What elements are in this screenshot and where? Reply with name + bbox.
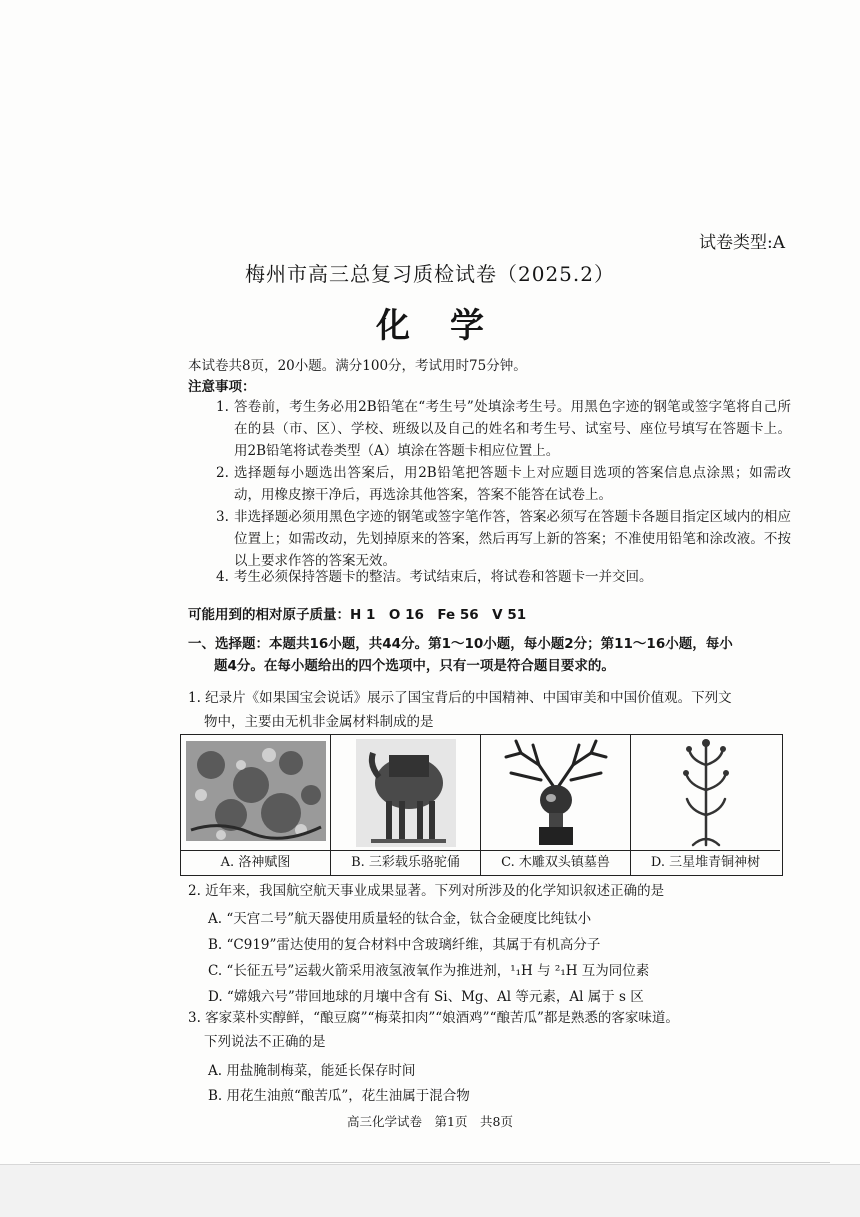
- subject-title: 化学: [376, 306, 524, 346]
- notes-heading: 注意事项：: [188, 379, 256, 395]
- exam-intro: 本试卷共8页，20小题。满分100分，考试用时75分钟。: [188, 358, 527, 374]
- paper-type-label: 试卷类型:A: [698, 233, 785, 253]
- question-1-stem: [188, 686, 788, 734]
- section-line: 一、选择题：本题共16小题，共44分。第1～10小题，每小题2分；第11～16小题，每小: [188, 636, 733, 652]
- atomic-masses: 可能用到的相对原子质量：H 1 O 16 Fe 56 V 51: [188, 607, 527, 623]
- note-number: 2.: [216, 465, 229, 481]
- note-item: [216, 462, 791, 506]
- artifact-cell: [481, 735, 631, 875]
- question-line: 物中，主要由无机非金属材料制成的是: [204, 714, 434, 730]
- note-text: 非选择题必须用黑色字迹的钢笔或签字笔作答，答案必须写在答题卡各题目指定区域内的相应位置上；如需改动，先划掉原来的答案，然后再写上新的答案；不准使用铅笔和涂改液。不按以上要求作答的答案无效。: [234, 509, 791, 569]
- note-item: [216, 506, 791, 572]
- question-line: 3. 客家菜朴实醇鲜，“酿豆腐”“梅菜扣肉”“娘酒鸡”“酿苦瓜”都是熟悉的客家味道。: [188, 1010, 679, 1026]
- question-line: 下列说法不正确的是: [204, 1034, 326, 1050]
- camel-figurine-image: [331, 735, 480, 851]
- note-number: 4.: [216, 569, 229, 585]
- note-item: [216, 566, 791, 588]
- artifact-cell: [631, 735, 780, 875]
- artifact-figure-table: [180, 734, 783, 876]
- question-2-option-b: B. “C919”雷达使用的复合材料中含玻璃纤维，其属于有机高分子: [208, 937, 601, 953]
- tomb-beast-image: [481, 735, 630, 851]
- question-2-option-a: A. “天宫二号”航天器使用质量轻的钛合金，钛合金硬度比纯钛小: [208, 911, 592, 927]
- question-line: 1. 纪录片《如果国宝会说话》展示了国宝背后的中国精神、中国审美和中国价值观。下列文: [188, 690, 732, 706]
- page-footer: 高三化学试卷 第1页 共8页: [347, 1114, 513, 1129]
- note-text: 答卷前，考生务必用2B铅笔在“考生号”处填涂考生号。用黑色字迹的钢笔或签字笔将自己所在的县（市、区）、学校、班级以及自己的姓名和考生号、试室号、座位号填写在答题卡上。用2B铅笔将试卷类型（A）填涂在答题卡相应位置上。: [234, 399, 791, 459]
- note-text: 考生必须保持答题卡的整洁。考试结束后，将试卷和答题卡一并交回。: [234, 569, 653, 585]
- note-number: 1.: [216, 399, 229, 415]
- note-text: 选择题每小题选出答案后，用2B铅笔把答题卡上对应题目选项的答案信息点涂黑；如需改动，用橡皮擦干净后，再选涂其他答案，答案不能答在试卷上。: [234, 465, 791, 503]
- section-one-heading: [188, 633, 793, 677]
- question-2-stem: 2. 近年来，我国航空航天事业成果显著。下列对所涉及的化学知识叙述正确的是: [188, 883, 665, 899]
- bronze-tree-image: [631, 735, 780, 851]
- question-2-option-c: C. “长征五号”运载火箭采用液氢液氧作为推进剂，¹₁H 与 ²₁H 互为同位素: [208, 963, 650, 979]
- note-item: [216, 396, 791, 462]
- question-3-stem: [188, 1006, 788, 1054]
- artifact-caption: A. 洛神赋图: [220, 855, 291, 870]
- artifact-caption: C. 木雕双头镇墓兽: [501, 855, 610, 870]
- question-3-option-b: B. 用花生油煎“酿苦瓜”，花生油属于混合物: [208, 1088, 470, 1104]
- page-edge-divider: [30, 1162, 830, 1163]
- artifact-caption: B. 三彩载乐骆驼俑: [351, 855, 460, 870]
- section-line: 题4分。在每小题给出的四个选项中，只有一项是符合题目要求的。: [214, 658, 615, 674]
- viewer-background: [0, 1164, 860, 1217]
- question-2-option-d: D. “嫦娥六号”带回地球的月壤中含有 Si、Mg、Al 等元素，Al 属于 s 区: [208, 989, 644, 1005]
- artifact-cell: [331, 735, 481, 875]
- artifact-cell: [181, 735, 331, 875]
- artifact-caption: D. 三星堆青铜神树: [650, 855, 761, 870]
- note-number: 3.: [216, 509, 229, 525]
- painting-image: [181, 735, 330, 851]
- exam-title: 梅州市高三总复习质检试卷（2025.2）: [245, 262, 615, 286]
- question-3-option-a: A. 用盐腌制梅菜，能延长保存时间: [208, 1063, 416, 1079]
